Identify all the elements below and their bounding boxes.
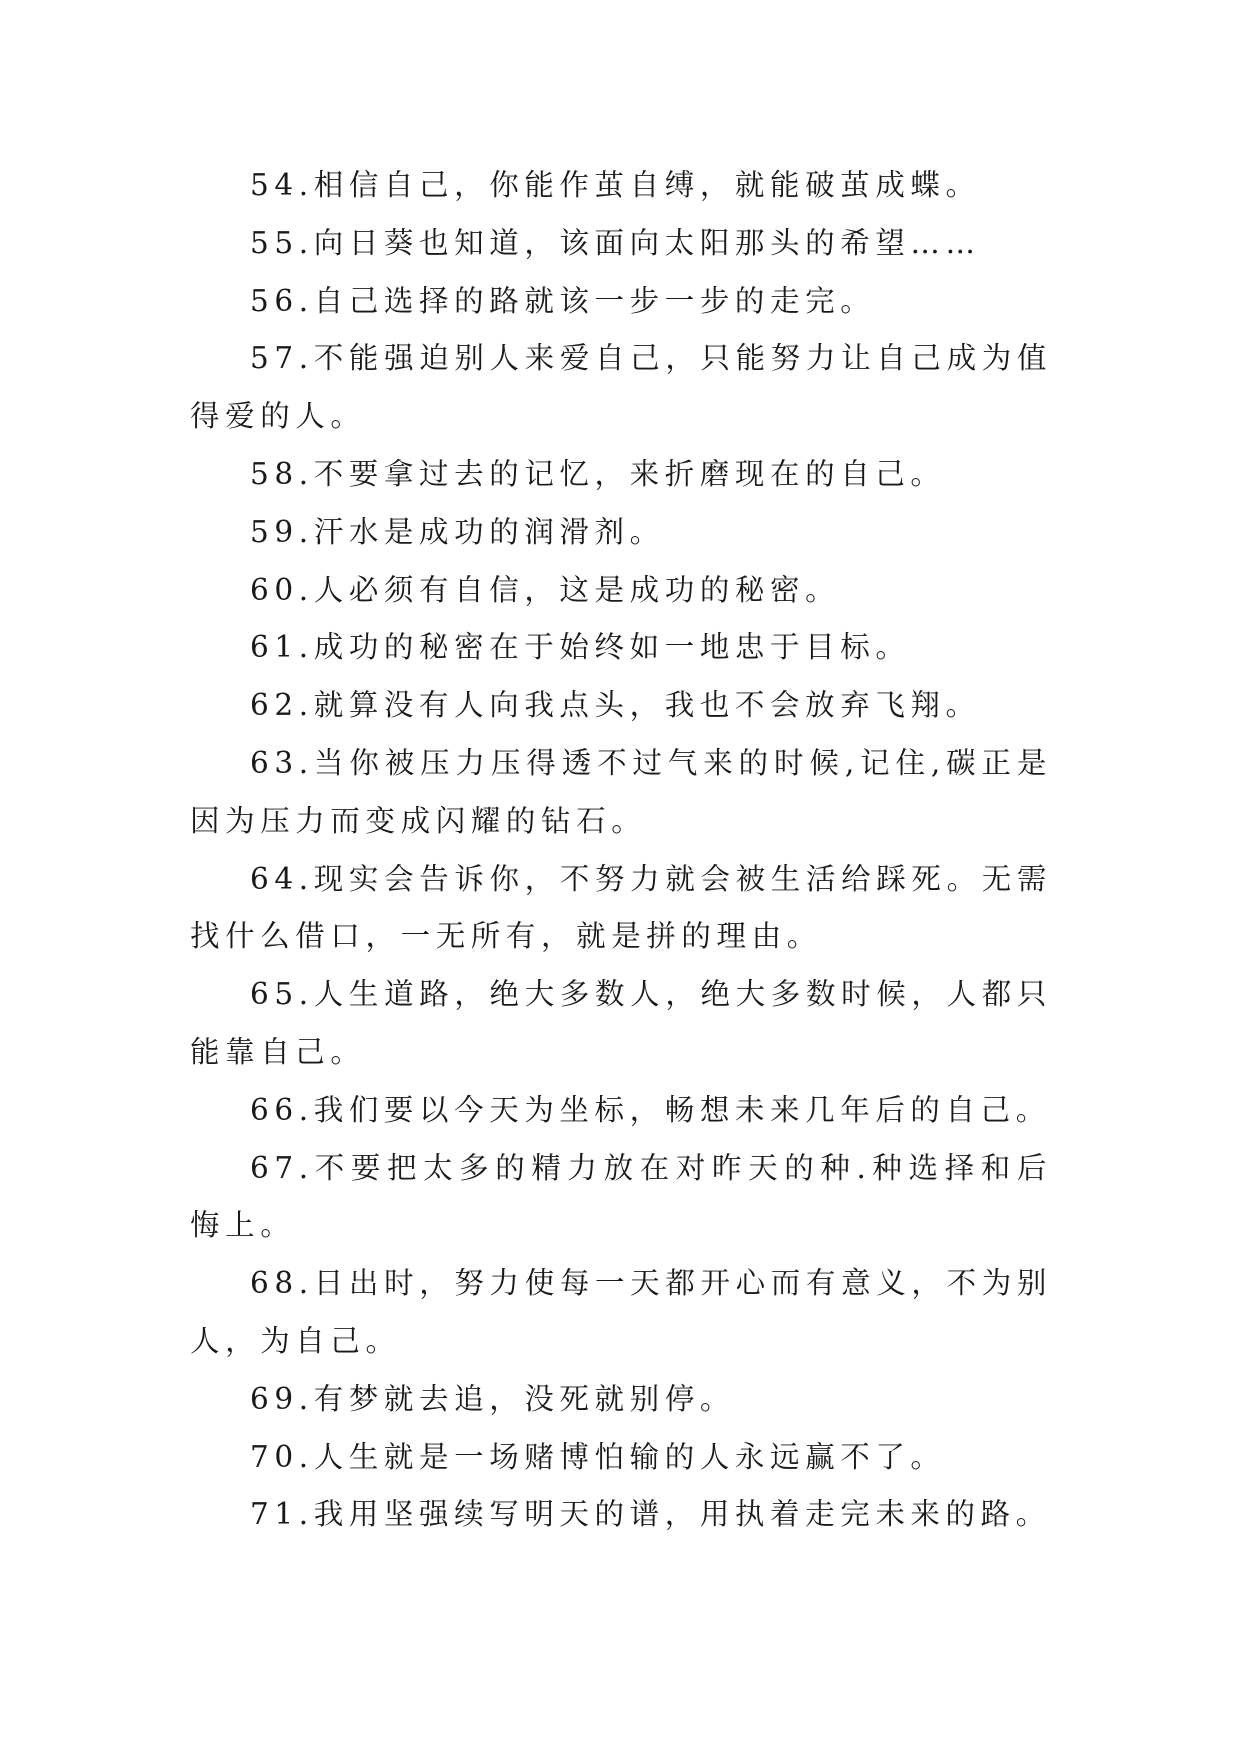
quote-paragraph: 61.成功的秘密在于始终如一地忠于目标。: [250, 630, 911, 665]
quote-paragraph: 65.人生道路，绝大多数人，绝大多数时候，人都只能靠自己。: [190, 977, 1052, 1069]
quote-paragraph: 55.向日葵也知道，该面向太阳那头的希望……: [250, 225, 981, 260]
quote-paragraph: 68.日出时，努力使每一天都开心而有意义，不为别人，为自己。: [190, 1266, 1052, 1358]
quote-paragraph: 60.人必须有自信，这是成功的秘密。: [250, 572, 841, 607]
quote-paragraph: 59.汗水是成功的润滑剂。: [250, 514, 665, 549]
quote-list: [190, 157, 1052, 1544]
quote-paragraph: 63.当你被压力压得透不过气来的时候,记住,碳正是因为压力而变成闪耀的钻石。: [190, 745, 1052, 838]
quote-paragraph: 66.我们要以今天为坐标，畅想未来几年后的自己。: [250, 1092, 1051, 1127]
quote-paragraph: 57.不能强迫别人来爱自己，只能努力让自己成为值得爱的人。: [190, 341, 1052, 434]
quote-paragraph: 70.人生就是一场赌博怕输的人永远赢不了。: [250, 1439, 946, 1474]
quote-paragraph: 69.有梦就去追，没死就别停。: [250, 1381, 735, 1416]
quote-paragraph: 58.不要拿过去的记忆，来折磨现在的自己。: [250, 456, 946, 491]
quote-paragraph: 64.现实会告诉你，不努力就会被生活给踩死。无需找什么借口，一无所有，就是拼的理由。: [190, 861, 1052, 954]
quote-paragraph: 71.我用坚强续写明天的谱，用执着走完未来的路。: [250, 1497, 1051, 1532]
quote-paragraph: 62.就算没有人向我点头，我也不会放弃飞翔。: [250, 688, 981, 723]
quote-paragraph: 56.自己选择的路就该一步一步的走完。: [250, 283, 876, 318]
quote-paragraph: 67.不要把太多的精力放在对昨天的种.种选择和后悔上。: [190, 1150, 1052, 1243]
quote-paragraph: 54.相信自己，你能作茧自缚，就能破茧成蝶。: [250, 168, 981, 202]
